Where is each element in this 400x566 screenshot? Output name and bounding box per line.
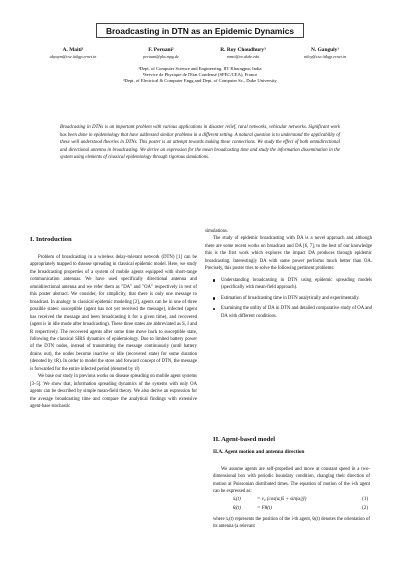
equation-number: (1) [362,496,368,502]
section-heading-introduction: I. Introduction [30,236,72,243]
author-name: N. Ganguly¹ [311,47,339,53]
list-item [213,295,372,302]
intro-paragraph: We base our study in previous works on disease spreading on mobile agent systems [3–5]. We show that, information spreading dynamics of the systems with only OA agents can be described by simple mean-field theory. We also derive an expression for the average broadcasting time and compare the analytical findings with extensive agent-base stochastic [30,374,197,410]
list-item-text: Understanding broadcasting in DTN using epidemic spreading models (specifically with mean-field approach). [221,277,372,291]
author-block [116,47,206,60]
body-paragraph: We assume agents are self-propelled and move at constant speed in a two-dimensional box with periodic boundary condition, changing their direction of motion at Poissonian distributed times. The equation of motion of the i-th agent can be expressed as: [213,467,370,495]
left-column [30,254,197,411]
author-email: peruani@pks.mpg.de [143,54,179,59]
affiliation: ³Dept. of Electrical & Computer Engg and Dept. of Computer Sc., Duke University [123,78,277,84]
subsection-heading: II.A. Agent motion and antenna direction [213,449,305,455]
list-item [213,305,372,320]
bullet-icon [213,297,215,299]
intro-paragraph: The study of epidemic broadcasting with DA is a novel approach and although there are some recent works on broadcast and DA [6, 7], to the best of our knowledge this is the first work which explores the impact DA produces through epidemic broadcasting. Interestingly DA with same power performs much better than OA. Precisely, this poster tries to solve the following pertinent problems: [205,236,372,272]
intro-paragraph: Problem of broadcasting in a wireless delay-tolerant network (DTN) [1] can be appropriately mapped to disease spreading in classical epidemic model. Here, we study the broadcasting properties of a system of mobile agents equipped with short-range communication antennas. We have used specifically directional antenna and omnidirectional antenna and we refer them as "DA" and "OA" respectively in rest of this poster abstract. We consider, for simplicity, that there is only one message to broadcast. In analogy to classical epidemic modeling [2], agents can be in one of three possible states: susceptible (agent has not yet received the message), infected (agent has received the message and been broadcasting it for a given time), and recovered (agent is in idle mode after broadcasting). These three states are abbreviated as S, I and R respectively. The recovered agents after some time move back to susceptible state, following the classical SIRS dynamics of epidemiology. Due to limited battery power of the DTN nodes, instead of transmitting the message continuously (until battery drains out), the nodes become inactive or idle (recovered state) for some duration (denoted by τR). In order to model the store and forward concept of DTN, the message is forwarded for the entire infected period (denoted by τI) [30,255,197,372]
author-email: abyaym@cse.iitkgp.ernet.in [49,54,97,59]
author-name: R. Roy Choudhury³ [220,47,266,53]
body-paragraph: where xᵢ(t) represents the position of the i-th agent, θᵢ(t) denotes the orientation of its antenna (a relevant [213,516,370,530]
equation-1 [213,496,370,505]
paper-title: Broadcasting in DTN as an Epidemic Dynamics [96,23,304,38]
author-email: romit@ee.duke.edu [226,54,260,59]
list-item-text: Examining the utility of DA in DTN and detailed comparative study of OA and DA with different conditions. [221,306,372,319]
problem-list [213,277,372,320]
equation-rhs: = Fθ(t) [257,505,272,511]
equation-rhs: = v₀ (cos(αᵢ)x̂ + sin(αᵢ)ŷ) [257,496,307,502]
author-block [198,47,288,60]
bullet-icon [213,279,215,281]
intro-paragraph: simulations. [205,229,229,234]
abstract: Broadcasting in DTNs is an important problem with various applications in disaster relief, rural networks, vehicular networks. Significant work has been done in epidemiology that have addressed similar problems in a different setting. A natural question is to understand the applicability of these well understood theories in DTNs. This poster is an attempt towards making these connections. We study the effect of both omnidirectional and directional antenna in broadcasting. We derive an expression for the mean broadcasting time and study the information dissemination in the system using elements of classical epidemiology through rigorous simulations. [60,125,340,161]
list-item-text: Estimation of broadcasting time in DTN analytically and experimentally. [221,295,360,301]
equation-2 [213,505,370,514]
equation-lhs: ẋᵢ(t) [233,496,241,502]
affiliation-list [40,66,360,85]
affiliation: ¹Dept. of Computer Science and Engineering, IIT Kharagpur, India [138,66,262,71]
author-block [280,47,370,60]
bullet-icon [213,308,215,310]
list-item [213,277,372,292]
equation-lhs: θ̇ᵢ(t) [233,505,241,511]
author-email: niloy@cse.iitkgp.ernet.in [303,54,347,59]
author-name: F. Peruani² [148,47,174,53]
right-column [205,228,372,323]
author-list [28,47,372,67]
section-heading-agent-model: II. Agent-based model [213,436,276,443]
affiliation: ²Service de Physique de l'Etat Condensé (SPEC/CEA), France [142,72,258,78]
author-name: A. Maiti¹ [62,47,84,53]
author-block [28,47,118,60]
agent-model-text [213,466,370,531]
equation-number: (2) [362,505,368,511]
